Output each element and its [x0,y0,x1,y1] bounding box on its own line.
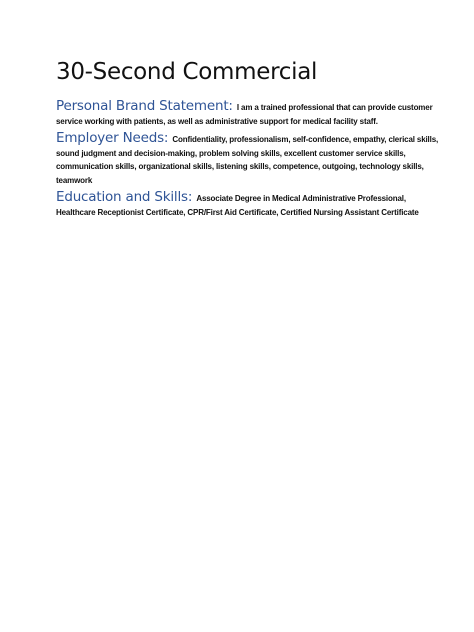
section-text: Confidentiality, professionalism, self-confidence, empathy, clerical skills, sound judgment and decision-making, problem solving skills, excellent customer service skills, communication skills, organizational skills, listening skills, competence, outgoing, technology skills, teamwork [56,135,439,185]
section-education-and-skills [56,191,444,218]
section-personal-brand-statement [56,100,444,127]
document-title: 30-Second Commercial [56,59,318,85]
section-text: Associate Degree in Medical Administrative Professional, Healthcare Receptionist Certificate, CPR/First Aid Certificate, Certified Nursing Assistant Certificate [56,194,419,217]
section-heading: Education and Skills: [56,189,197,205]
section-employer-needs [56,132,444,186]
section-heading: Employer Needs: [56,130,173,146]
section-text: I am a trained professional that can provide customer service working with patients, as well as administrative support for medical facility staff. [56,103,433,126]
section-heading: Personal Brand Statement: [56,98,237,114]
